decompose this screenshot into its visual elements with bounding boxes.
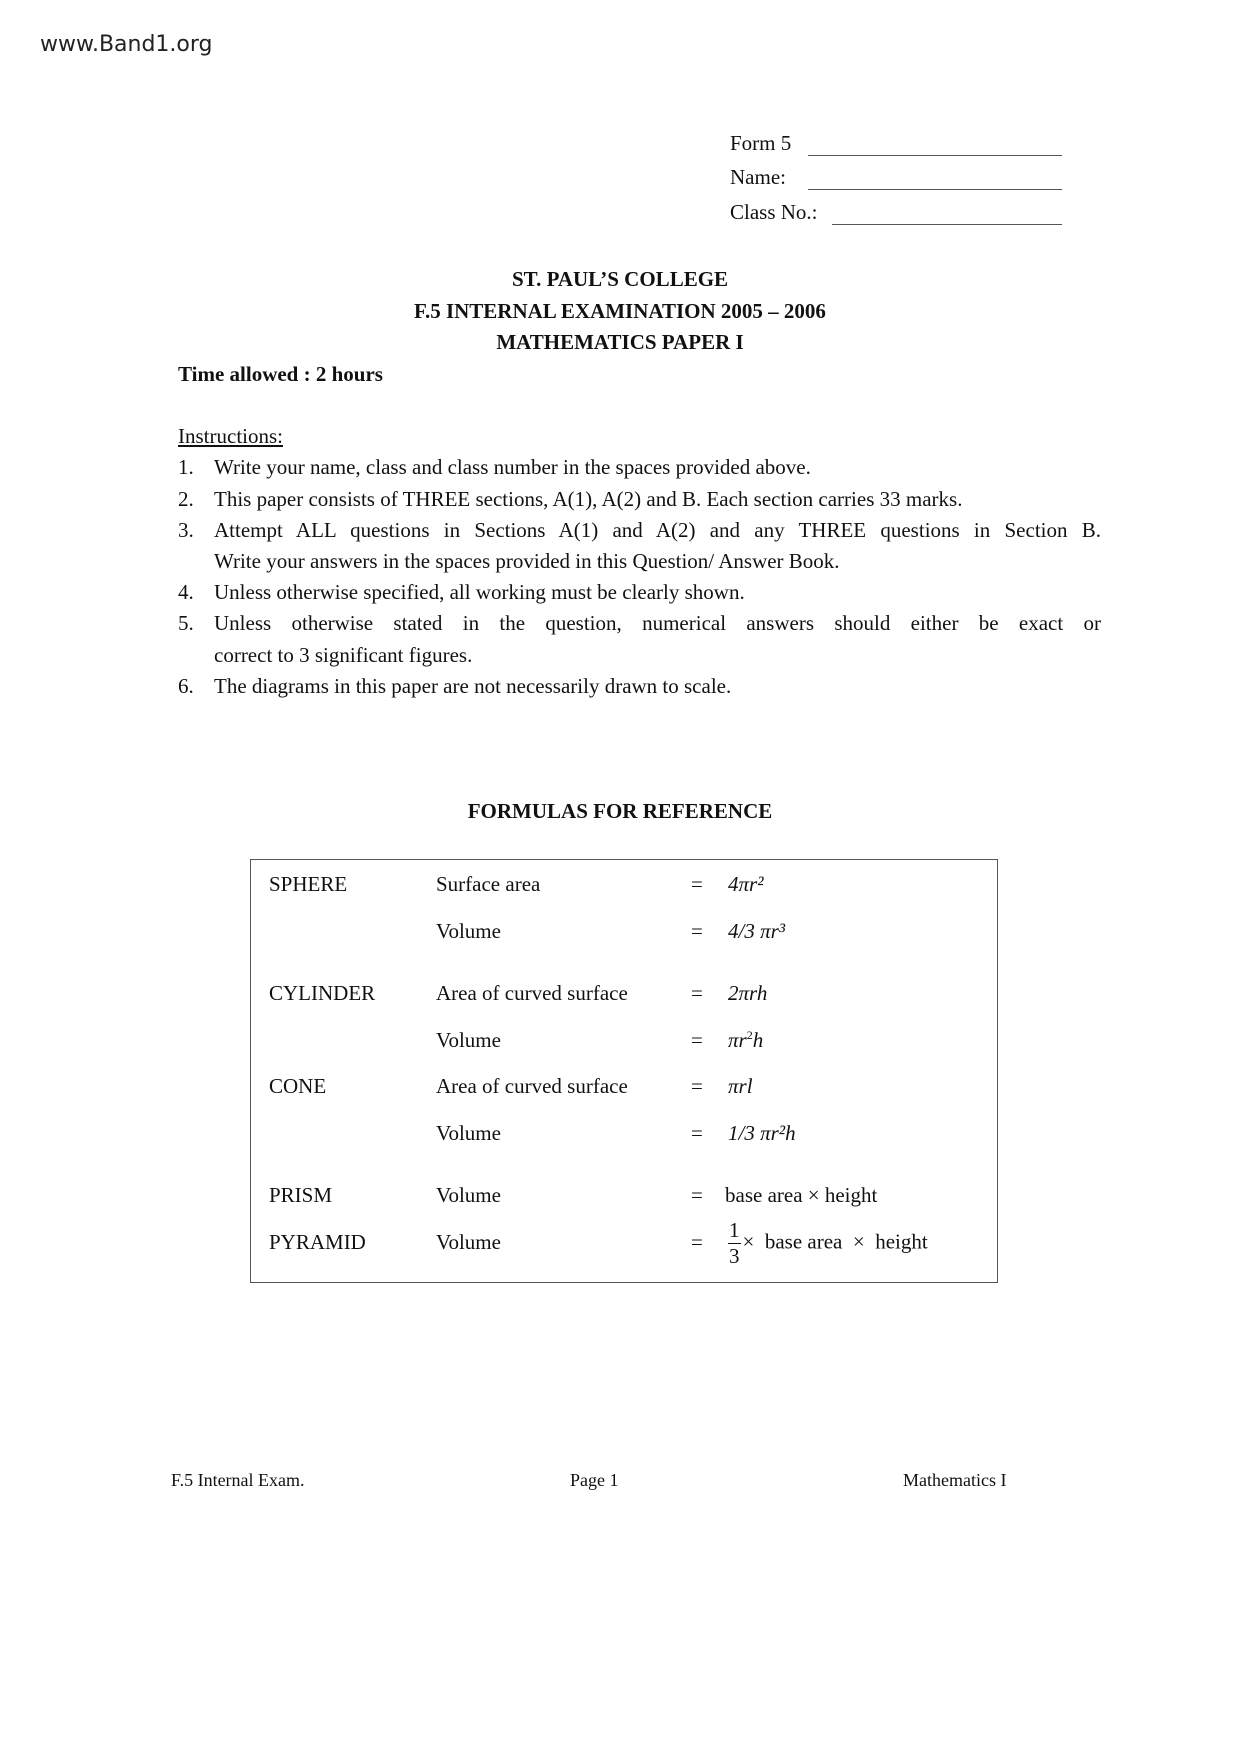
equals-sign: = xyxy=(691,1230,703,1254)
name-blank xyxy=(808,189,1062,190)
item-number: 6. xyxy=(178,674,194,698)
form-field xyxy=(730,128,1062,158)
formula: base area × height xyxy=(725,1183,878,1207)
equals-sign: = xyxy=(691,981,703,1005)
item-number: 2. xyxy=(178,487,194,511)
watermark: www.Band1.org xyxy=(40,32,213,57)
formula: 4πr² xyxy=(728,872,764,896)
quantity-label: Surface area xyxy=(436,872,541,896)
quantity-label: Area of curved surface xyxy=(436,981,628,1005)
item-text: Unless otherwise specified, all working must be clearly shown. xyxy=(214,580,745,604)
form-label: Form 5 xyxy=(730,131,792,155)
shape-label: CONE xyxy=(269,1074,327,1098)
item-number: 4. xyxy=(178,580,194,604)
class-no-field xyxy=(730,197,1062,227)
equals-sign: = xyxy=(691,919,703,943)
item-text: Attempt ALL questions in Sections A(1) and A(2) and any THREE questions in Section B. xyxy=(214,518,1101,542)
footer-right: Mathematics I xyxy=(903,1470,1007,1490)
name-label: Name: xyxy=(730,165,786,189)
formula: 4/3 πr³ xyxy=(728,919,786,943)
formula: $\frac{1}{3}$ × base area × height xyxy=(729,1218,928,1268)
quantity-label: Volume xyxy=(436,1121,501,1145)
equals-sign: = xyxy=(691,872,703,896)
equals-sign: = xyxy=(691,1028,703,1052)
shape-label: PRISM xyxy=(269,1183,333,1207)
instructions-heading: Instructions: xyxy=(178,424,283,448)
class-no-label: Class No.: xyxy=(730,200,818,224)
formulas-heading: FORMULAS FOR REFERENCE xyxy=(467,799,773,823)
quantity-label: Area of curved surface xyxy=(436,1074,628,1098)
form-blank xyxy=(808,155,1062,156)
shape-label: SPHERE xyxy=(269,872,348,896)
shape-label: CYLINDER xyxy=(269,981,376,1005)
item-text: Write your answers in the spaces provided in this Question/ Answer Book. xyxy=(214,549,840,573)
paper-title: MATHEMATICS PAPER I xyxy=(496,330,744,354)
item-text: correct to 3 significant figures. xyxy=(214,643,473,667)
formula: πrl xyxy=(728,1074,753,1098)
item-text: The diagrams in this paper are not necessarily drawn to scale. xyxy=(214,674,732,698)
equals-sign: = xyxy=(691,1121,703,1145)
exam-title: F.5 INTERNAL EXAMINATION 2005 – 2006 xyxy=(414,299,826,323)
item-number: 3. xyxy=(178,518,194,542)
item-text: This paper consists of THREE sections, A(1), A(2) and B. Each section carries 33 marks. xyxy=(214,487,963,511)
shape-label: PYRAMID xyxy=(269,1230,366,1254)
equals-sign: = xyxy=(691,1074,703,1098)
item-number: 1. xyxy=(178,455,194,479)
item-text: Unless otherwise stated in the question, numerical answers should either be exact or xyxy=(214,611,1101,635)
name-field xyxy=(730,162,1062,192)
class-no-blank xyxy=(832,224,1062,225)
quantity-label: Volume xyxy=(436,919,501,943)
quantity-label: Volume xyxy=(436,1183,501,1207)
formulas-table xyxy=(250,859,998,1283)
quantity-label: Volume xyxy=(436,1028,501,1052)
item-text: Write your name, class and class number in the spaces provided above. xyxy=(214,455,811,479)
time-allowed: Time allowed : 2 hours xyxy=(178,362,383,386)
footer-page-number: Page 1 xyxy=(570,1470,619,1490)
equals-sign: = xyxy=(691,1183,703,1207)
quantity-label: Volume xyxy=(436,1230,501,1254)
item-number: 5. xyxy=(178,611,194,635)
formula: 1/3 πr²h xyxy=(728,1121,796,1145)
footer-left: F.5 Internal Exam. xyxy=(171,1470,305,1490)
formula: 2πrh xyxy=(728,981,768,1005)
school-name: ST. PAUL’S COLLEGE xyxy=(511,267,729,291)
formula: $\pi r^2h$ xyxy=(728,1028,764,1052)
